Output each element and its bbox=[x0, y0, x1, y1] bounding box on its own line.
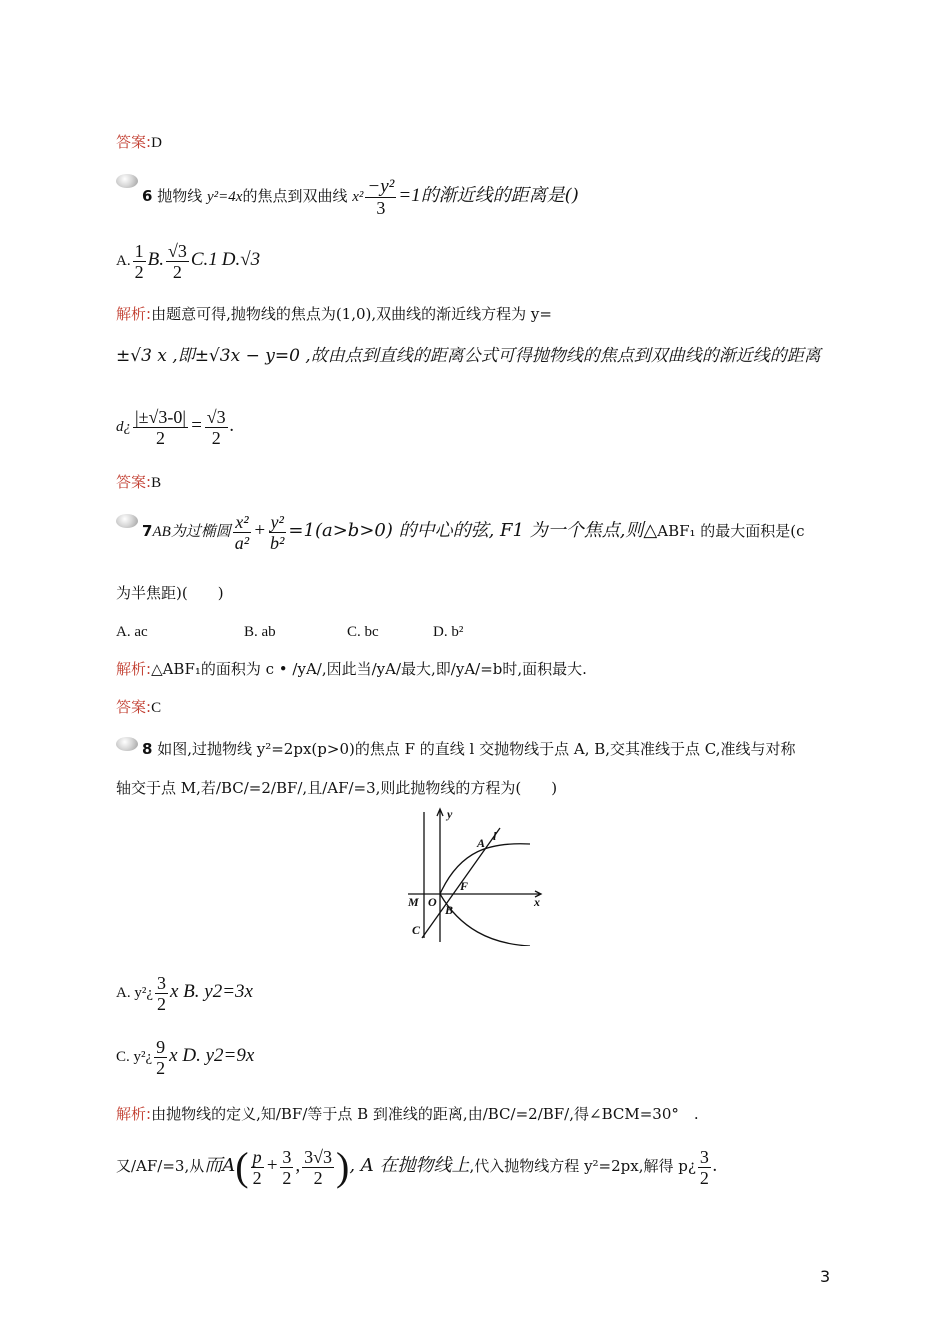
answer-5 bbox=[116, 132, 162, 153]
analysis-label: 解析: bbox=[116, 660, 152, 678]
label-y: y bbox=[447, 807, 453, 821]
label-B: B bbox=[445, 903, 454, 917]
q7-frac-y-den: b² bbox=[270, 532, 285, 553]
answer-label: 答案: bbox=[116, 473, 152, 491]
q7-text4: 为半焦距)( ) bbox=[116, 584, 224, 602]
q7-frac-x-den: a² bbox=[234, 532, 250, 553]
question-bullet-icon bbox=[116, 174, 138, 188]
question-7 bbox=[142, 508, 805, 555]
q8-analysis-c: , A 在抛物线上 bbox=[349, 1155, 470, 1176]
q7-option-d: D. b² bbox=[433, 624, 464, 640]
q8-text2: 轴交于点 M,若/BC/=2/BF/,且/AF/=3,则此抛物线的方程为( ) bbox=[116, 779, 558, 797]
answer-label: 答案: bbox=[116, 133, 152, 151]
q6-opt-a-num: 1 bbox=[134, 240, 144, 261]
question-number: 7 bbox=[142, 522, 153, 540]
q8-opt-c-prefix: C. y²¿ bbox=[116, 1049, 153, 1065]
q8-p-num: 3 bbox=[699, 1146, 709, 1167]
q8-options-ab bbox=[116, 970, 253, 1015]
q7-options bbox=[116, 621, 463, 642]
q8-frac-3r3-num: 3√3 bbox=[304, 1146, 333, 1167]
answer-value: B bbox=[151, 475, 162, 491]
q8-frac-p bbox=[251, 1147, 264, 1188]
q6-opt-a-label: A. bbox=[116, 253, 131, 269]
q8-end: . bbox=[712, 1155, 718, 1176]
q8-opt-c-num: 9 bbox=[156, 1036, 166, 1057]
q6-eq: = bbox=[189, 415, 203, 436]
parabola-figure bbox=[400, 806, 550, 946]
q6-options bbox=[116, 238, 260, 283]
q6-distance-frac bbox=[133, 407, 188, 448]
q6-opt-a-frac bbox=[133, 241, 146, 282]
answer-value: D bbox=[151, 135, 162, 151]
q6-end: . bbox=[229, 415, 235, 436]
label-F: F bbox=[460, 879, 469, 893]
q8-p-den: 2 bbox=[699, 1167, 709, 1188]
q6-text2: 的焦点到双曲线 bbox=[242, 187, 348, 205]
q6-result-num: √3 bbox=[206, 406, 226, 427]
q8-frac-3-num: 3 bbox=[282, 1146, 292, 1167]
q6-result-den: 2 bbox=[211, 427, 221, 448]
q6-opt-b-label: B. bbox=[147, 249, 164, 270]
q6-curve: y²=4x bbox=[207, 189, 243, 205]
q8-frac-p-num: p bbox=[252, 1146, 262, 1167]
q8-analysis-2 bbox=[116, 1142, 718, 1190]
q7-line2 bbox=[116, 583, 224, 603]
q7-frac-y bbox=[268, 512, 286, 553]
q8-opt-a-frac bbox=[155, 973, 168, 1014]
q7-frac-y-num: y² bbox=[270, 511, 284, 532]
q8-frac-p-value bbox=[698, 1147, 711, 1188]
q6-opt-b-frac bbox=[166, 241, 189, 282]
q6-result-frac bbox=[205, 407, 228, 448]
q6-distance-num: |±√3-0| bbox=[135, 406, 186, 427]
q6-text1: 抛物线 bbox=[157, 187, 203, 205]
q7-text3: ABF₁ 的最大面积是(c bbox=[657, 522, 805, 540]
q6-analysis-text2: ±√3 x ,即±√3x − y=0 ,故由点到直线的距离公式可得抛物线的焦点到双曲线的渐近线的距离 bbox=[116, 346, 821, 366]
answer-value: C bbox=[151, 700, 162, 716]
answer-6 bbox=[116, 472, 161, 493]
q7-analysis-text: △ABF₁的面积为 c • /yA/,因此当/yA/最大,即/yA/=b时,面积最大. bbox=[151, 660, 587, 678]
left-paren: ( bbox=[235, 1144, 249, 1189]
q6-frac-num: −y² bbox=[367, 175, 395, 197]
analysis-label: 解析: bbox=[116, 1105, 152, 1123]
q8-options-cd bbox=[116, 1034, 254, 1079]
q8-frac-3r3-den: 2 bbox=[313, 1167, 323, 1188]
q6-fraction bbox=[365, 177, 396, 218]
q6-analysis-text1: 由题意可得,抛物线的焦点为(1,0),双曲线的渐近线方程为 y= bbox=[151, 305, 552, 323]
answer-label: 答案: bbox=[116, 698, 152, 716]
q7-plus: + bbox=[253, 520, 267, 541]
q6-analysis-2 bbox=[116, 346, 821, 366]
q7-text1: AB为过椭 bbox=[152, 524, 216, 540]
q7-option-b: B. ab bbox=[244, 624, 276, 640]
question-number: 6 bbox=[142, 187, 153, 205]
q7-text1b: 圆 bbox=[215, 522, 231, 540]
q6-opt-b-den: 2 bbox=[172, 261, 182, 282]
q7-frac-x-num: x² bbox=[235, 511, 249, 532]
q6-d: d¿ bbox=[116, 419, 131, 435]
q6-eq1: =1 bbox=[398, 185, 421, 206]
label-O: O bbox=[428, 895, 437, 909]
label-x: x bbox=[534, 895, 540, 909]
q8-analysis-1 bbox=[116, 1104, 699, 1124]
question-6 bbox=[142, 176, 579, 218]
q6-x2: x² bbox=[352, 189, 364, 205]
q8-opt-c-rest: x D. y2=9x bbox=[169, 1045, 255, 1066]
q6-opt-d: D.√3 bbox=[221, 249, 261, 270]
q7-option-a: A. ac bbox=[116, 624, 148, 640]
question-bullet-icon bbox=[116, 514, 138, 528]
q8-line2 bbox=[116, 778, 557, 798]
q7-option-c: C. bc bbox=[347, 624, 379, 640]
q8-opt-c-frac bbox=[154, 1037, 167, 1078]
answer-7 bbox=[116, 697, 161, 718]
q7-text2: =1(a>b>0) 的中心的弦, F1 为一个焦点,则△ bbox=[288, 520, 658, 541]
q8-analysis-d: ,代入抛物线方程 y²=2px,解得 p¿ bbox=[469, 1157, 696, 1175]
q8-plus: + bbox=[265, 1155, 279, 1176]
q8-analysis-b: 而A bbox=[204, 1155, 236, 1176]
label-M: M bbox=[408, 895, 419, 909]
q6-distance-den: 2 bbox=[155, 427, 165, 448]
right-paren: ) bbox=[336, 1144, 350, 1189]
label-l: l bbox=[493, 829, 497, 843]
q6-text3: 的渐近线的距离是() bbox=[420, 185, 579, 206]
q6-opt-a-den: 2 bbox=[134, 261, 144, 282]
page-number: 3 bbox=[820, 1267, 831, 1286]
q6-opt-b-num: √3 bbox=[167, 240, 187, 261]
q8-text1: 如图,过抛物线 y²=2px(p>0)的焦点 F 的直线 l 交抛物线于点 A, B,交其准线于点 C,准线与对称 bbox=[157, 740, 796, 758]
q8-opt-a-prefix: A. y²¿ bbox=[116, 985, 153, 1001]
q8-opt-a-rest: x B. y2=3x bbox=[170, 981, 253, 1002]
q6-frac-den: 3 bbox=[376, 197, 386, 218]
label-A: A bbox=[477, 836, 486, 850]
q8-opt-c-den: 2 bbox=[156, 1057, 166, 1078]
analysis-label: 解析: bbox=[116, 305, 152, 323]
question-bullet-icon bbox=[116, 737, 138, 751]
q8-frac-3r3 bbox=[302, 1147, 334, 1188]
q6-analysis-3 bbox=[116, 404, 234, 449]
q8-analysis-a: 又/AF/=3,从 bbox=[116, 1157, 205, 1175]
q8-frac-3-den: 2 bbox=[282, 1167, 292, 1188]
label-C: C bbox=[412, 923, 421, 937]
question-8 bbox=[142, 739, 796, 759]
q8-opt-a-num: 3 bbox=[157, 972, 166, 993]
q6-analysis-1 bbox=[116, 304, 552, 324]
q8-opt-a-den: 2 bbox=[157, 993, 166, 1014]
q8-frac-3 bbox=[280, 1147, 293, 1188]
q8-analysis-text1: 由抛物线的定义,知/BF/等于点 B 到准线的距离,由/BC/=2/BF/,得∠BCM=30° . bbox=[151, 1105, 699, 1123]
q7-frac-x bbox=[233, 512, 251, 553]
question-number: 8 bbox=[142, 740, 153, 758]
q7-analysis bbox=[116, 659, 587, 679]
parabola bbox=[440, 844, 530, 946]
q8-frac-p-den: 2 bbox=[252, 1167, 262, 1188]
q8-comma: , bbox=[295, 1155, 301, 1176]
q6-opt-c: C.1 bbox=[190, 249, 218, 270]
